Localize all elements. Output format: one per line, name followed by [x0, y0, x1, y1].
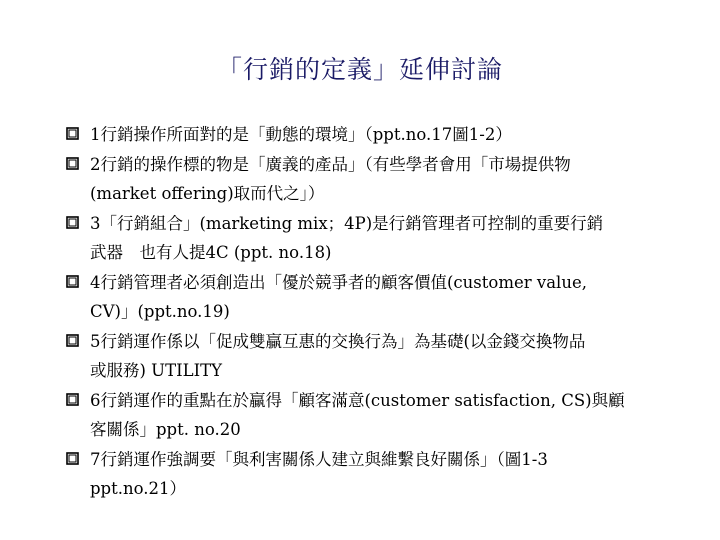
checkbox-icon [66, 393, 79, 406]
list-item [66, 386, 696, 445]
bullet-text: 5行銷運作係以「促成雙贏互惠的交換行為」為基礎(以金錢交換物品 或服務) UTILITY [90, 331, 586, 380]
bullet-text: 7行銷運作強調要「與利害關係人建立與維繫良好關係」（圖1-3 ppt.no.21） [90, 449, 548, 498]
slide-title: 「行銷的定義」延伸討論 [216, 55, 503, 84]
bullet-text: 6行銷運作的重點在於贏得「顧客滿意(customer satisfaction, CS)與顧 客關係」ppt. no.20 [90, 390, 625, 439]
list-item [66, 150, 696, 209]
checkbox-icon [66, 334, 79, 347]
list-item [66, 209, 696, 268]
list-item [66, 327, 696, 386]
checkbox-icon [66, 127, 79, 140]
bullet-text: 1行銷操作所面對的是「動態的環境」（ppt.no.17圖1-2） [90, 125, 512, 144]
bullet-list [66, 120, 696, 504]
checkbox-icon [66, 157, 79, 170]
bullet-text: 4行銷管理者必須創造出「優於競爭者的顧客價值(customer value, CV)」(ppt.no.19) [90, 272, 587, 321]
checkbox-icon [66, 216, 79, 229]
checkbox-icon [66, 275, 79, 288]
list-item [66, 445, 696, 504]
list-item [66, 120, 696, 150]
bullet-text: 3「行銷組合」(marketing mix；4P)是行銷管理者可控制的重要行銷 武器 也有人提4C (ppt. no.18) [90, 213, 604, 262]
list-item [66, 268, 696, 327]
checkbox-icon [66, 452, 79, 465]
bullet-text: 2行銷的操作標的物是「廣義的產品」（有些學者會用「市場提供物 (market offering)取而代之」） [90, 154, 571, 203]
